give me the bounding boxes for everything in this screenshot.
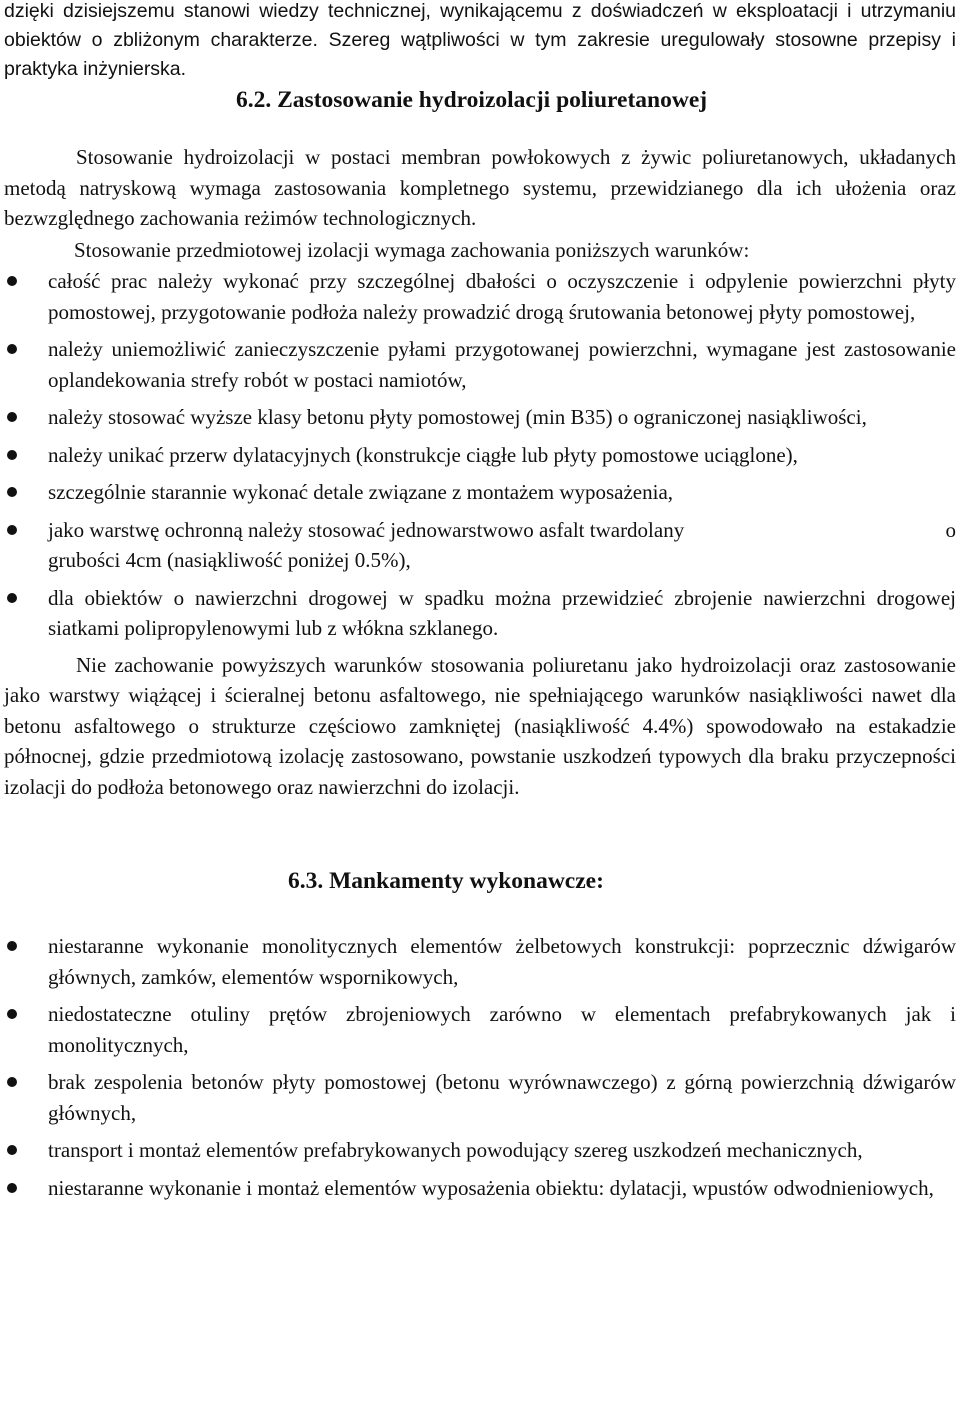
condition-text: jako warstwę ochronną należy stosować jednowarstwowo asfalt twardolany — [48, 517, 685, 542]
bullet-icon — [7, 412, 17, 422]
bullet-icon — [7, 525, 17, 535]
list-item — [4, 1135, 956, 1166]
intro-paragraph: dzięki dzisiejszemu stanowi wiedzy technicznej, wynikającemu z doświadczeń w eksploatacji i utrzymaniu obiektów o zbliżonym charakterze. Szereg wątpliwości w tym zakresie uregulowały stosowne przepisy i praktyka inżynierska. — [4, 0, 956, 80]
bullet-icon — [7, 1183, 17, 1193]
condition-text: należy unikać przerw dylatacyjnych (konstrukcje ciągłe lub płyty pomostowe uciąglone), — [48, 442, 798, 467]
bullet-icon — [7, 487, 17, 497]
section-6-3-heading: 6.3. Mankamenty wykonawcze: — [288, 868, 604, 894]
list-item — [4, 440, 956, 471]
bullet-icon — [7, 276, 17, 286]
list-item — [4, 1067, 956, 1128]
bullet-icon — [7, 1145, 17, 1155]
list-item — [4, 266, 956, 327]
bullet-icon — [7, 1077, 17, 1087]
list-item — [4, 477, 956, 508]
list-item — [4, 402, 956, 433]
list-item — [4, 334, 956, 395]
section-6-2-paragraph-2: Stosowanie przedmiotowej izolacji wymaga zachowania poniższych warunków: — [74, 237, 750, 262]
condition-first-line — [48, 515, 956, 546]
list-item — [4, 999, 956, 1060]
condition-text: całość prac należy wykonać przy szczególnej dbałości o oczyszczenie i odpylenie powierzchni płyty pomostowej, przygotowanie podłoża należy prowadzić drogą śrutowania betonowej płyty pomostowej, — [48, 269, 956, 324]
list-item — [4, 515, 956, 576]
defect-text: niestaranne wykonanie monolitycznych elementów żelbetowych konstrukcji: poprzecznic dźwigarów głównych, zamków, elementów wspornikowych, — [48, 934, 956, 989]
section-6-2-paragraph-3: Nie zachowanie powyższych warunków stosowania poliuretanu jako hydroizolacji oraz zastosowanie jako warstwy wiążącej i ścieralnej betonu asfaltowego, nie spełniającego warunków nasiąkliwości nawet dla betonu asfaltowego o strukturze częściowo zamkniętej (nasiąkliwość 4.4%) spowodowało na estakadzie północnej, gdzie przedmiotową izolację zastosowano, powstanie uszkodzeń typowych dla braku przyczepności izolacji do podłoża betonowego oraz nawierzchni do izolacji. — [4, 652, 956, 799]
defects-list — [4, 931, 956, 1203]
defect-text: transport i montaż elementów prefabrykowanych powodujący szereg uszkodzeń mechanicznych, — [48, 1138, 863, 1162]
bullet-icon — [7, 941, 17, 951]
defect-text: niedostateczne otuliny prętów zbrojeniowych zarówno w elementach prefabrykowanych jak i monolitycznych, — [48, 1002, 956, 1057]
condition-second-line: grubości 4cm (nasiąkliwość poniżej 0.5%), — [48, 548, 411, 572]
defect-text: niestaranne wykonanie i montaż elementów wyposażenia obiektu: dylatacji, wpustów odwodnieniowych, — [48, 1175, 934, 1200]
list-item — [4, 1173, 956, 1204]
section-6-2-paragraph-1: Stosowanie hydroizolacji w postaci membran powłokowych z żywic poliuretanowych, układanych metodą natryskową wymaga zastosowania kompletnego systemu, przewidzianego dla ich ułożenia oraz bezwzględnego zachowania reżimów technologicznych. — [4, 145, 956, 230]
condition-text: należy stosować wyższe klasy betonu płyty pomostowej (min B35) o ograniczonej nasiąkliwości, — [48, 405, 867, 429]
list-item — [4, 583, 956, 644]
section-6-2-heading: 6.2. Zastosowanie hydroizolacji poliuretanowej — [236, 87, 708, 113]
defect-text: brak zespolenia betonów płyty pomostowej (betonu wyrównawczego) z górną powierzchnią dźwigarów głównych, — [48, 1070, 956, 1125]
list-item — [4, 931, 956, 992]
bullet-icon — [7, 593, 17, 603]
condition-text: szczególnie starannie wykonać detale związane z montażem wyposażenia, — [48, 480, 674, 504]
bullet-icon — [7, 1009, 17, 1019]
conditions-list — [4, 266, 956, 644]
bullet-icon — [7, 344, 17, 354]
condition-text: dla obiektów o nawierzchni drogowej w spadku można przewidzieć zbrojenie nawierzchni drogowej siatkami polipropylenowymi lub z włókna szklanego. — [48, 585, 956, 640]
condition-text: należy uniemożliwić zanieczyszczenie pyłami przygotowanej powierzchni, wymagane jest zastosowanie oplandekowania strefy robót w postaci namiotów, — [48, 337, 956, 392]
bullet-icon — [7, 450, 17, 460]
condition-trailing-word: o — [945, 517, 956, 542]
